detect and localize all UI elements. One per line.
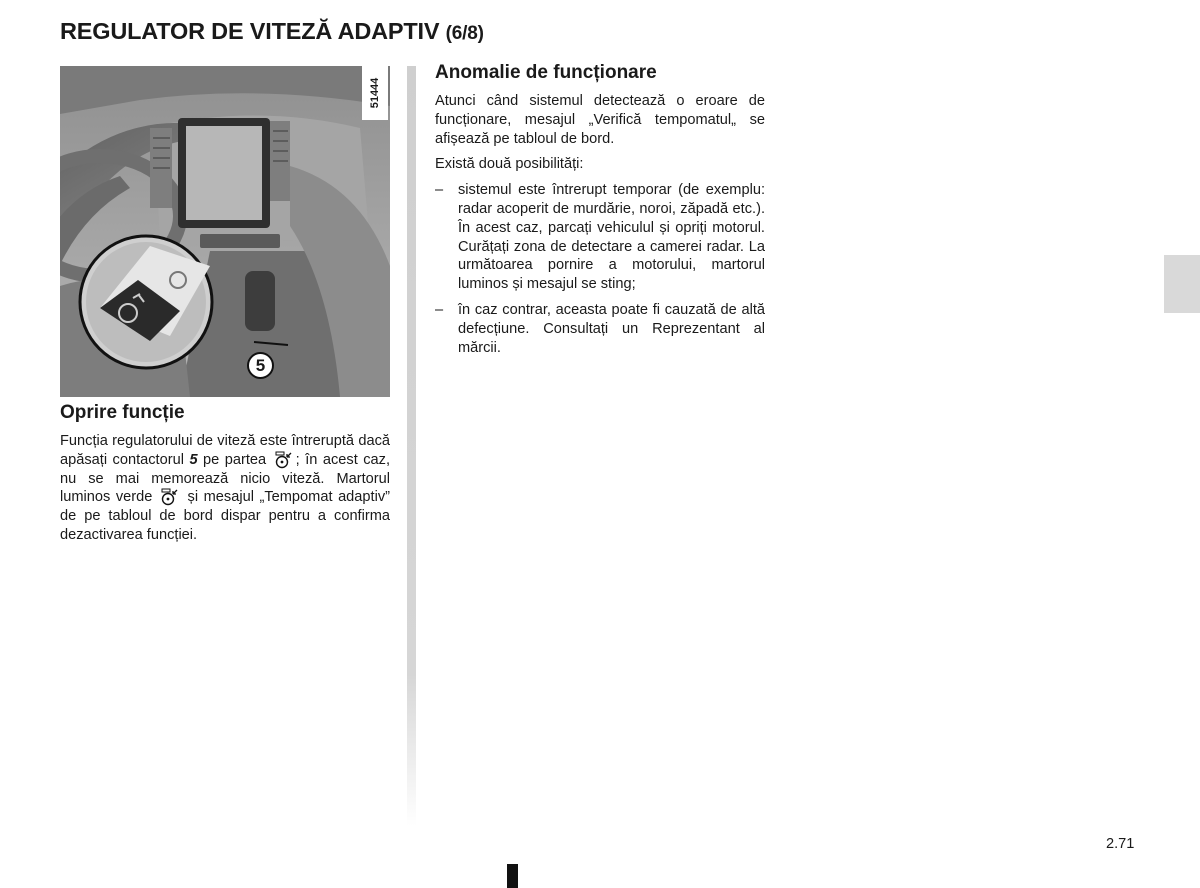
page-title-text: REGULATOR DE VITEZĂ ADAPTIV: [60, 18, 440, 44]
chapter-tab: [1164, 255, 1200, 313]
page-title: [60, 18, 484, 45]
column-divider: [407, 66, 416, 826]
possibilities-paragraph: Există două posibilități:: [435, 156, 584, 173]
anomaly-paragraph: Atunci când sistemul detectează o eroare de funcționare, mesajul „Verifică tempomatul„ se afișează pe tabloul de bord.: [435, 93, 765, 147]
page-part: (6/8): [445, 23, 484, 44]
adaptive-cruise-icon: [272, 451, 296, 469]
right-column: [435, 62, 765, 364]
adaptive-cruise-light-icon: [158, 488, 182, 506]
callout-5: 5: [247, 352, 274, 379]
left-column: [60, 402, 390, 552]
figure-reference: 51444: [362, 66, 388, 120]
switch-reference: 5: [189, 451, 198, 468]
possibilities-list: [435, 181, 765, 357]
dashboard-figure: [60, 66, 390, 397]
stop-paragraph: Funcția regulatorului de viteză este întreruptă dacă apăsați contactorul 5 pe partea ; în acest caz, nu se mai memorează nicio viteză. Martorul luminos verde și mesajul „Tempomat adaptiv” de pe tabloul de bord dispar pentru a confirma dezactivarea funcției.: [60, 433, 390, 543]
dashboard-photo: [60, 66, 390, 397]
section-heading-stop: Oprire funcție: [60, 402, 185, 423]
binding-mark: [507, 864, 518, 888]
list-item: – sistemul este întrerupt temporar (de exemplu: radar acoperit de murdărie, noroi, zăpadă etc.). În acest caz, parcați vehiculul și opriți motorul. Curățați zona de detectare a camerei radar. La următoarea pornire a motorului, martorul luminos și mesajul se sting;: [435, 182, 765, 293]
list-item: – în caz contrar, aceasta poate fi cauzată de altă defecțiune. Consultați un Reprezentant al mărcii.: [435, 301, 765, 356]
page-number: 2.71: [1106, 836, 1135, 852]
section-heading-anomaly: Anomalie de funcționare: [435, 62, 657, 83]
